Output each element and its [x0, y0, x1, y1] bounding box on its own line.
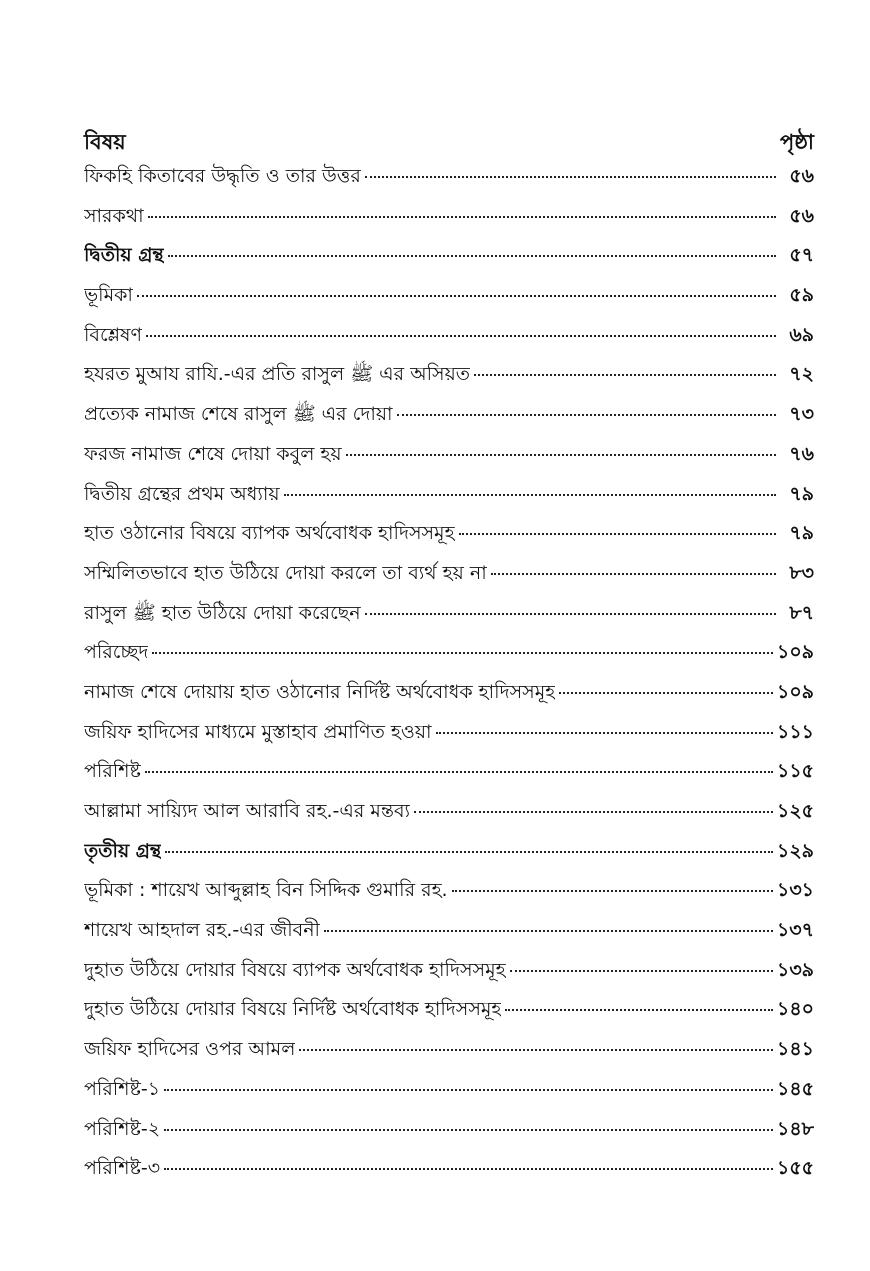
- toc-entry-title: দ্বিতীয় গ্রন্থের প্রথম অধ্যায়: [84, 482, 280, 505]
- toc-entry-page: ৭৬: [789, 442, 814, 465]
- toc-entry: [84, 757, 814, 797]
- dot-leader: [146, 335, 776, 337]
- dot-leader: [474, 374, 776, 376]
- dot-leader: [452, 890, 773, 892]
- toc-entry: [84, 718, 814, 758]
- toc-entry-page: ১০৯: [776, 641, 814, 664]
- toc-entry: [84, 797, 814, 837]
- toc-entry-page: ৭৯: [789, 482, 814, 505]
- toc-entry-title: পরিশিষ্ট-১: [84, 1077, 161, 1100]
- toc-entry-page: ১২৫: [776, 800, 814, 822]
- toc-entry-page: ৬৯: [789, 323, 814, 346]
- toc-entry-title: হযরত মুআয রাযি.-এর প্রতি রাসুল ﷺ এর অসিয়ত: [84, 363, 471, 386]
- toc-entry-page: ১৩১: [776, 879, 814, 902]
- toc-entry-title: শায়েখ আহদাল রহ.-এর জীবনী: [84, 919, 320, 942]
- toc-list: [84, 162, 814, 1194]
- dot-leader: [148, 216, 776, 218]
- toc-entry: [84, 599, 814, 639]
- toc-entry: [84, 281, 814, 321]
- toc-entry-title: ভূমিকা : শায়েখ আব্দুল্লাহ বিন সিদ্দিক গুমারি রহ.: [84, 879, 448, 902]
- toc-entry: [84, 1075, 814, 1115]
- toc-entry-title: হাত ওঠানোর বিষয়ে ব্যাপক অর্থবোধক হাদিসসমূহ: [84, 522, 455, 545]
- toc-entry-page: ১৪১: [777, 1038, 814, 1061]
- toc-entry-title: ফিকহি কিতাবের উদ্ধৃতি ও তার উত্তর: [84, 165, 361, 187]
- dot-leader: [346, 454, 776, 456]
- toc-entry-page: ১১১: [777, 720, 814, 743]
- toc-entry-title: সারকথা: [84, 204, 144, 227]
- dot-leader: [365, 613, 776, 615]
- toc-entry-title: পরিশিষ্ট: [84, 760, 141, 783]
- toc-entry-page: ১৩৭: [776, 919, 814, 942]
- toc-entry: [84, 1154, 814, 1194]
- table-of-contents: [84, 126, 814, 1194]
- dot-leader: [414, 811, 773, 813]
- dot-leader: [505, 1009, 773, 1011]
- toc-entry-title: সম্মিলিতভাবে হাত উঠিয়ে দোয়া করলে তা ব্যর্থ হয় না: [84, 561, 487, 584]
- dot-leader: [137, 295, 776, 297]
- dot-leader: [436, 732, 773, 734]
- toc-entry-title: দুহাত উঠিয়ে দোয়ার বিষয়ে ব্যাপক অর্থবোধক হাদিসসমূহ: [84, 958, 506, 981]
- toc-entry: [84, 1035, 814, 1075]
- toc-entry: [84, 480, 814, 520]
- dot-leader: [299, 1049, 773, 1051]
- toc-entry: [84, 321, 814, 361]
- toc-entry: [84, 1115, 814, 1155]
- toc-entry-page: ১৫৫: [777, 1157, 814, 1180]
- toc-entry-page: ৮৩: [789, 561, 814, 584]
- toc-entry: [84, 202, 814, 242]
- toc-entry: [84, 638, 814, 678]
- toc-entry: [84, 916, 814, 956]
- toc-entry: [84, 400, 814, 440]
- toc-entry-page: ৭২: [789, 363, 814, 386]
- toc-entry: [84, 360, 814, 400]
- toc-entry-title: বিশ্লেষণ: [84, 323, 143, 346]
- toc-entry-title: জয়িফ হাদিসের ওপর আমল: [84, 1038, 296, 1061]
- toc-entry: [84, 678, 814, 718]
- toc-entry-title: আল্লামা সায়্যিদ আল আরাবি রহ.-এর মন্তব্য: [84, 800, 411, 822]
- toc-entry-page: ৫৯: [789, 284, 814, 307]
- dot-leader: [284, 494, 776, 496]
- toc-entry-page: ৫৭: [789, 244, 814, 267]
- toc-entry: [84, 559, 814, 599]
- dot-leader: [324, 930, 773, 932]
- toc-entry-title: দ্বিতীয় গ্রন্থ: [84, 244, 164, 267]
- dot-leader: [168, 255, 776, 257]
- toc-entry: [84, 440, 814, 480]
- toc-entry-page: ১৪০: [776, 998, 814, 1021]
- toc-entry-title: পরিশিষ্ট-২: [84, 1117, 161, 1140]
- toc-entry-page: ১৪৫: [777, 1077, 814, 1100]
- toc-entry-page: ১৩৯: [776, 958, 814, 981]
- toc-entry: [84, 876, 814, 916]
- page-column-label: পৃষ্ঠা: [779, 130, 814, 154]
- dot-leader: [559, 692, 773, 694]
- toc-entry-page: ৭৯: [789, 522, 814, 545]
- toc-entry-page: ৮৭: [789, 601, 814, 624]
- toc-entry-page: ১৪৮: [777, 1117, 814, 1140]
- toc-entry-title: পরিচ্ছেদ: [84, 641, 149, 664]
- toc-entry-page: ৭৩: [789, 403, 814, 426]
- toc-entry-page: ১১৫: [777, 760, 814, 783]
- toc-entry-title: জয়িফ হাদিসের মাধ্যমে মুস্তাহাব প্রমাণিত হওয়া: [84, 720, 432, 743]
- toc-entry: [84, 837, 814, 877]
- toc-entry: [84, 956, 814, 996]
- dot-leader: [145, 771, 773, 773]
- dot-leader: [510, 970, 773, 972]
- toc-entry-title: দুহাত উঠিয়ে দোয়ার বিষয়ে নির্দিষ্ট অর্থবোধক হাদিসসমূহ: [84, 998, 502, 1021]
- dot-leader: [459, 533, 776, 535]
- subject-column-label: বিষয়: [84, 130, 126, 154]
- dot-leader: [164, 1168, 773, 1170]
- toc-entry-page: ১০৯: [776, 680, 814, 703]
- toc-entry-page: ১২৯: [776, 839, 814, 862]
- toc-entry-page: ৫৬: [789, 165, 814, 187]
- toc-entry: [84, 519, 814, 559]
- toc-entry-title: পরিশিষ্ট-৩: [84, 1157, 161, 1180]
- dot-leader: [152, 652, 773, 654]
- toc-entry-title: রাসুল ﷺ হাত উঠিয়ে দোয়া করেছেন: [84, 601, 361, 624]
- toc-entry: [84, 241, 814, 281]
- toc-entry: [84, 162, 814, 202]
- toc-entry-title: ফরজ নামাজ শেষে দোয়া কবুল হয়: [84, 442, 342, 465]
- toc-entry-title: ভূমিকা: [84, 284, 133, 307]
- toc-header: [84, 126, 814, 162]
- toc-entry-title: প্রত্যেক নামাজ শেষে রাসুল ﷺ এর দোয়া: [84, 403, 393, 426]
- toc-entry-title: নামাজ শেষে দোয়ায় হাত ওঠানোর নির্দিষ্ট অর্থবোধক হাদিসসমূহ: [84, 680, 556, 703]
- toc-entry-page: ৫৬: [789, 204, 814, 227]
- dot-leader: [165, 851, 773, 853]
- dot-leader: [365, 176, 776, 178]
- dot-leader: [164, 1089, 773, 1091]
- toc-entry-title: তৃতীয় গ্রন্থ: [84, 839, 162, 862]
- dot-leader: [491, 573, 776, 575]
- dot-leader: [397, 414, 776, 416]
- dot-leader: [164, 1129, 773, 1131]
- toc-entry: [84, 995, 814, 1035]
